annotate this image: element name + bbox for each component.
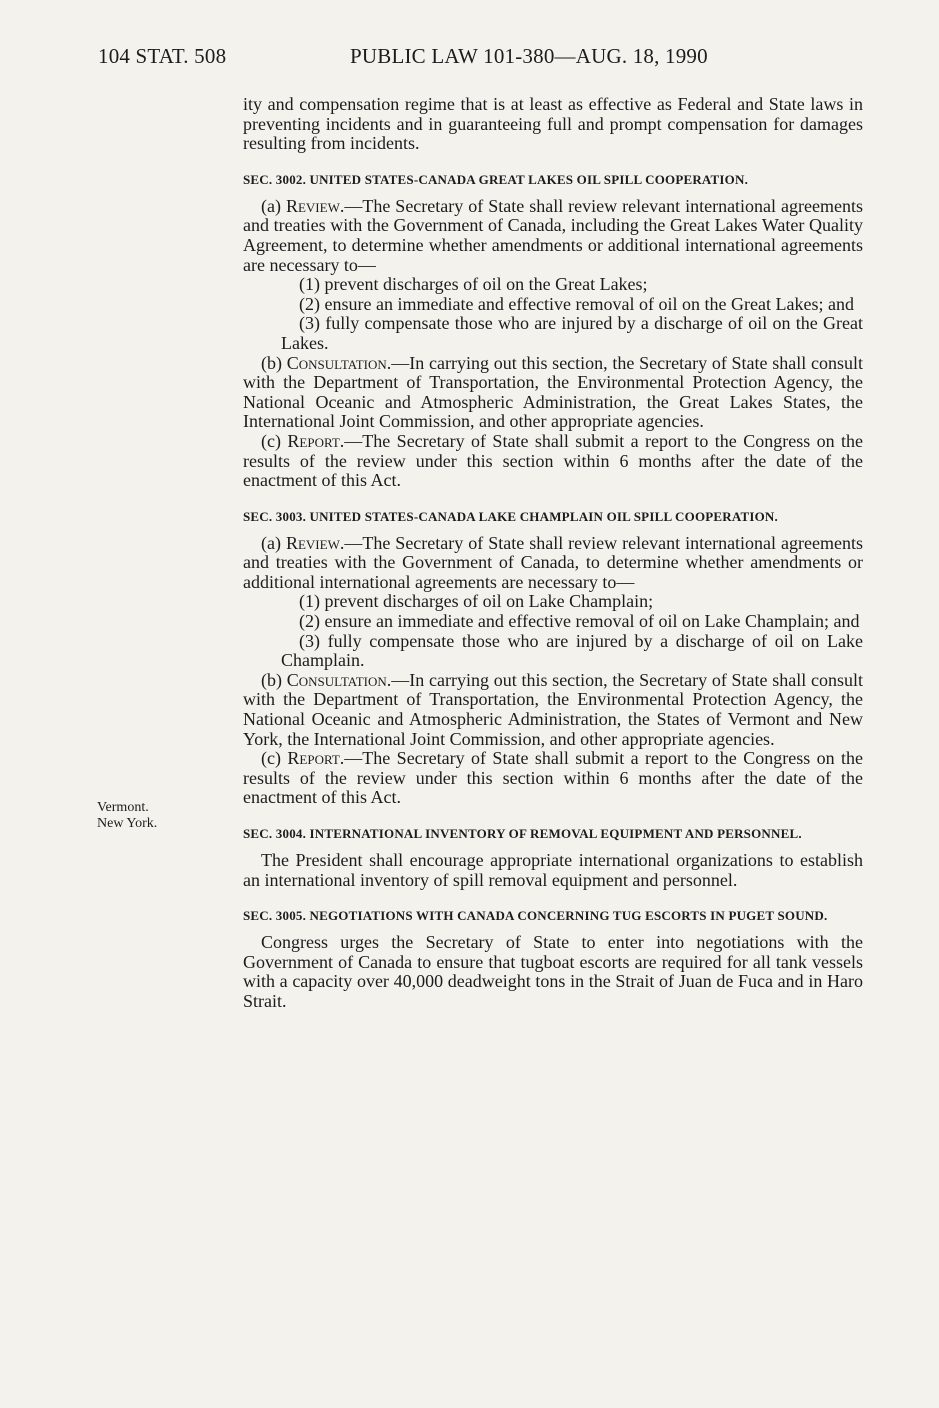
sec-3002-paragraph-1: (1) prevent discharges of oil on the Great Lakes;	[299, 274, 648, 295]
subsection-caption: Report	[287, 748, 340, 769]
subsection-caption: Report	[287, 430, 340, 451]
subsection-caption: Consultation	[286, 352, 387, 373]
margin-note	[97, 800, 157, 832]
sec-3004-heading: SEC. 3004. INTERNATIONAL INVENTORY OF REMOVAL EQUIPMENT AND PERSONNEL.	[243, 826, 802, 841]
subsection-text: .—In carrying out this section, the Secretary of State shall consult with the Department of Transportation, the Environmental Protection Agency, the National Oceanic and Atmospheric Administration, the Great Lakes States, the International Joint Commission, and other appropriate agencies.	[243, 352, 863, 432]
sec-3003-subsection-c	[243, 749, 863, 808]
intro-paragraph: ity and compensation regime that is at least as effective as Federal and State laws in preventing incidents and in guaranteeing full and prompt compensation for damages resulting from incidents.	[243, 94, 863, 154]
subsection-text: .—In carrying out this section, the Secretary of State shall consult with the Department of Transportation, the Environmental Protection Agency, the National Oceanic and Atmospheric Administration, the States of Vermont and New York, the International Joint Commission, and other appropriate agencies.	[243, 669, 863, 749]
subsection-text: .—The Secretary of State shall submit a report to the Congress on the results of the review under this section within 6 months after the date of the enactment of this Act.	[243, 430, 863, 491]
subsection-label: (b)	[261, 669, 287, 690]
subsection-label: (c)	[261, 430, 288, 451]
sec-3003-heading: SEC. 3003. UNITED STATES-CANADA LAKE CHAMPLAIN OIL SPILL COOPERATION.	[243, 508, 778, 524]
sec-3002-subsection-b	[243, 354, 863, 432]
sec-3002-subsection-c	[243, 432, 863, 491]
subsection-caption: Review	[285, 532, 340, 553]
sec-3003-subsection-b	[243, 671, 863, 749]
subsection-label: (c)	[261, 748, 288, 769]
subsection-caption: Review	[285, 195, 340, 216]
sec-3002-paragraph-3: (3) fully compensate those who are injured by a discharge of oil on the Great Lakes.	[281, 313, 863, 353]
sec-3003-paragraph-1: (1) prevent discharges of oil on Lake Champlain;	[299, 591, 654, 612]
subsection-label: (a)	[261, 532, 286, 553]
subsection-caption: Consultation	[286, 669, 387, 690]
subsection-text: .—The Secretary of State shall submit a report to the Congress on the results of the review under this section within 6 months after the date of the enactment of this Act.	[243, 748, 863, 808]
sec-3003-subsection-a	[243, 534, 863, 593]
subsection-label: (b)	[261, 352, 287, 373]
sec-3002-heading: SEC. 3002. UNITED STATES-CANADA GREAT LAKES OIL SPILL COOPERATION.	[243, 171, 749, 187]
sec-3004-text: The President shall encourage appropriate international organizations to establish an international inventory of spill removal equipment and personnel.	[243, 850, 863, 890]
sec-3003-paragraph-3: (3) fully compensate those who are injured by a discharge of oil on Lake Champlain.	[281, 630, 863, 671]
sec-3002-subsection-a	[243, 197, 863, 275]
stat-page-number: 104 STAT. 508	[98, 44, 227, 68]
document-body	[243, 95, 863, 1012]
margin-note-vermont: Vermont.	[97, 800, 149, 815]
sec-3003-paragraph-2: (2) ensure an immediate and effective removal of oil on Lake Champlain; and	[299, 611, 860, 632]
sec-3002-paragraph-2: (2) ensure an immediate and effective removal of oil on the Great Lakes; and	[299, 293, 854, 314]
subsection-label: (a)	[261, 195, 286, 216]
margin-note-new-york: New York.	[97, 816, 158, 831]
subsection-text: .—The Secretary of State shall review relevant international agreements and treaties with the Government of Canada, including the Great Lakes Water Quality Agreement, to determine whether amendments or additional international agreements are necessary to—	[243, 195, 863, 275]
sec-3005-text: Congress urges the Secretary of State to enter into negotiations with the Government of Canada to ensure that tugboat escorts are required for all tank vessels with a capacity over 40,000 deadweight tons in the Strait of Juan de Fuca and in Haro Strait.	[243, 932, 863, 1011]
subsection-text: .—The Secretary of State shall review relevant international agreements and treaties with the Government of Canada, to determine whether amendments or additional international agreements are necessary to—	[243, 532, 863, 592]
sec-3005-heading: SEC. 3005. NEGOTIATIONS WITH CANADA CONCERNING TUG ESCORTS IN PUGET SOUND.	[243, 908, 828, 924]
law-title: PUBLIC LAW 101-380—AUG. 18, 1990	[350, 44, 708, 68]
page-header	[98, 44, 868, 74]
